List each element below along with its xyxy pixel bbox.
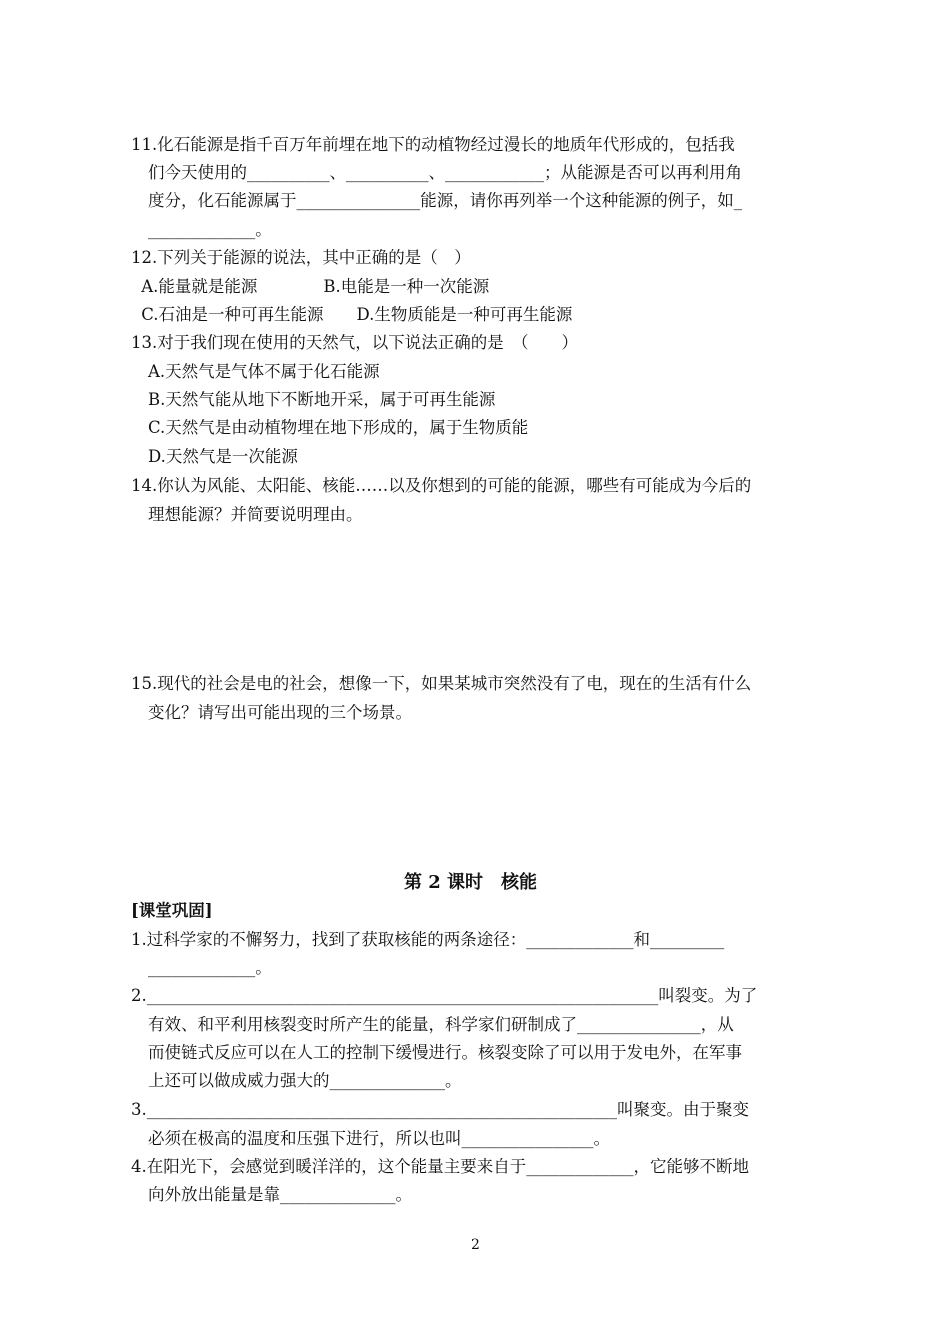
b2-line-1: 2.______________________________________________________________叫裂变。为了 <box>131 986 758 1005</box>
q14-line-1: 14.你认为风能、太阳能、核能……以及你想到的可能的能源，哪些有可能成为今后的 <box>131 476 752 495</box>
q14-line-2: 理想能源？并简要说明理由。 <box>148 505 363 524</box>
q11-line-2: 们今天使用的__________、__________、____________；从能源是否可以再利用角 <box>148 163 742 182</box>
q13-option-b: B.天然气能从地下不断地开采，属于可再生能源 <box>148 390 496 409</box>
b2-line-4: 上还可以做成威力强大的______________。 <box>148 1071 462 1090</box>
q11-line-3: 度分，化石能源属于_______________能源，请你再列举一个这种能源的例子，如_ <box>148 191 742 210</box>
b3-line-1: 3._________________________________________________________叫聚变。由于聚变 <box>131 1100 749 1119</box>
b2-line-3: 而使链式反应可以在人工的控制下缓慢进行。核裂变除了可以用于发电外，在军事 <box>148 1043 742 1062</box>
q15-line-1: 15.现代的社会是电的社会，想像一下，如果某城市突然没有了电，现在的生活有什么 <box>131 674 752 693</box>
lesson-title: 第 2 课时 核能 <box>404 872 538 893</box>
q15-line-2: 变化？请写出可能出现的三个场景。 <box>148 703 412 722</box>
q13-option-a: A.天然气是气体不属于化石能源 <box>148 362 380 381</box>
q11-line-1: 11.化石能源是指千百万年前埋在地下的动植物经过漫长的地质年代形成的，包括我 <box>131 135 735 154</box>
q13-option-d: D.天然气是一次能源 <box>148 447 298 466</box>
page-number: 2 <box>471 1237 480 1253</box>
b1-line-1: 1.过科学家的不懈努力，找到了获取核能的两条途径：_____________和_________ <box>131 930 725 949</box>
q12-options-cd: C.石油是一种可再生能源 D.生物质能是一种可再生能源 <box>136 305 573 324</box>
b1-line-2: _____________。 <box>148 958 272 977</box>
b4-line-2: 向外放出能量是靠______________。 <box>148 1185 412 1204</box>
b4-line-1: 4.在阳光下，会感觉到暖洋洋的，这个能量主要来自于_____________，它能够不断地 <box>131 1157 749 1176</box>
section-label: [课堂巩固] <box>131 901 213 920</box>
q11-line-4: _____________。 <box>148 220 272 239</box>
q13-stem: 13.对于我们现在使用的天然气，以下说法正确的是 （ ） <box>131 333 578 352</box>
q12-stem: 12.下列关于能源的说法，其中正确的是（ ） <box>131 248 471 267</box>
b2-line-2: 有效、和平利用核裂变时所产生的能量，科学家们研制成了_______________，从 <box>148 1015 734 1034</box>
q12-options-ab: A.能量就是能源 B.电能是一种一次能源 <box>136 277 490 296</box>
q13-option-c: C.天然气是由动植物埋在地下形成的，属于生物质能 <box>148 418 529 437</box>
b3-line-2: 必须在极高的温度和压强下进行，所以也叫________________。 <box>148 1129 610 1148</box>
